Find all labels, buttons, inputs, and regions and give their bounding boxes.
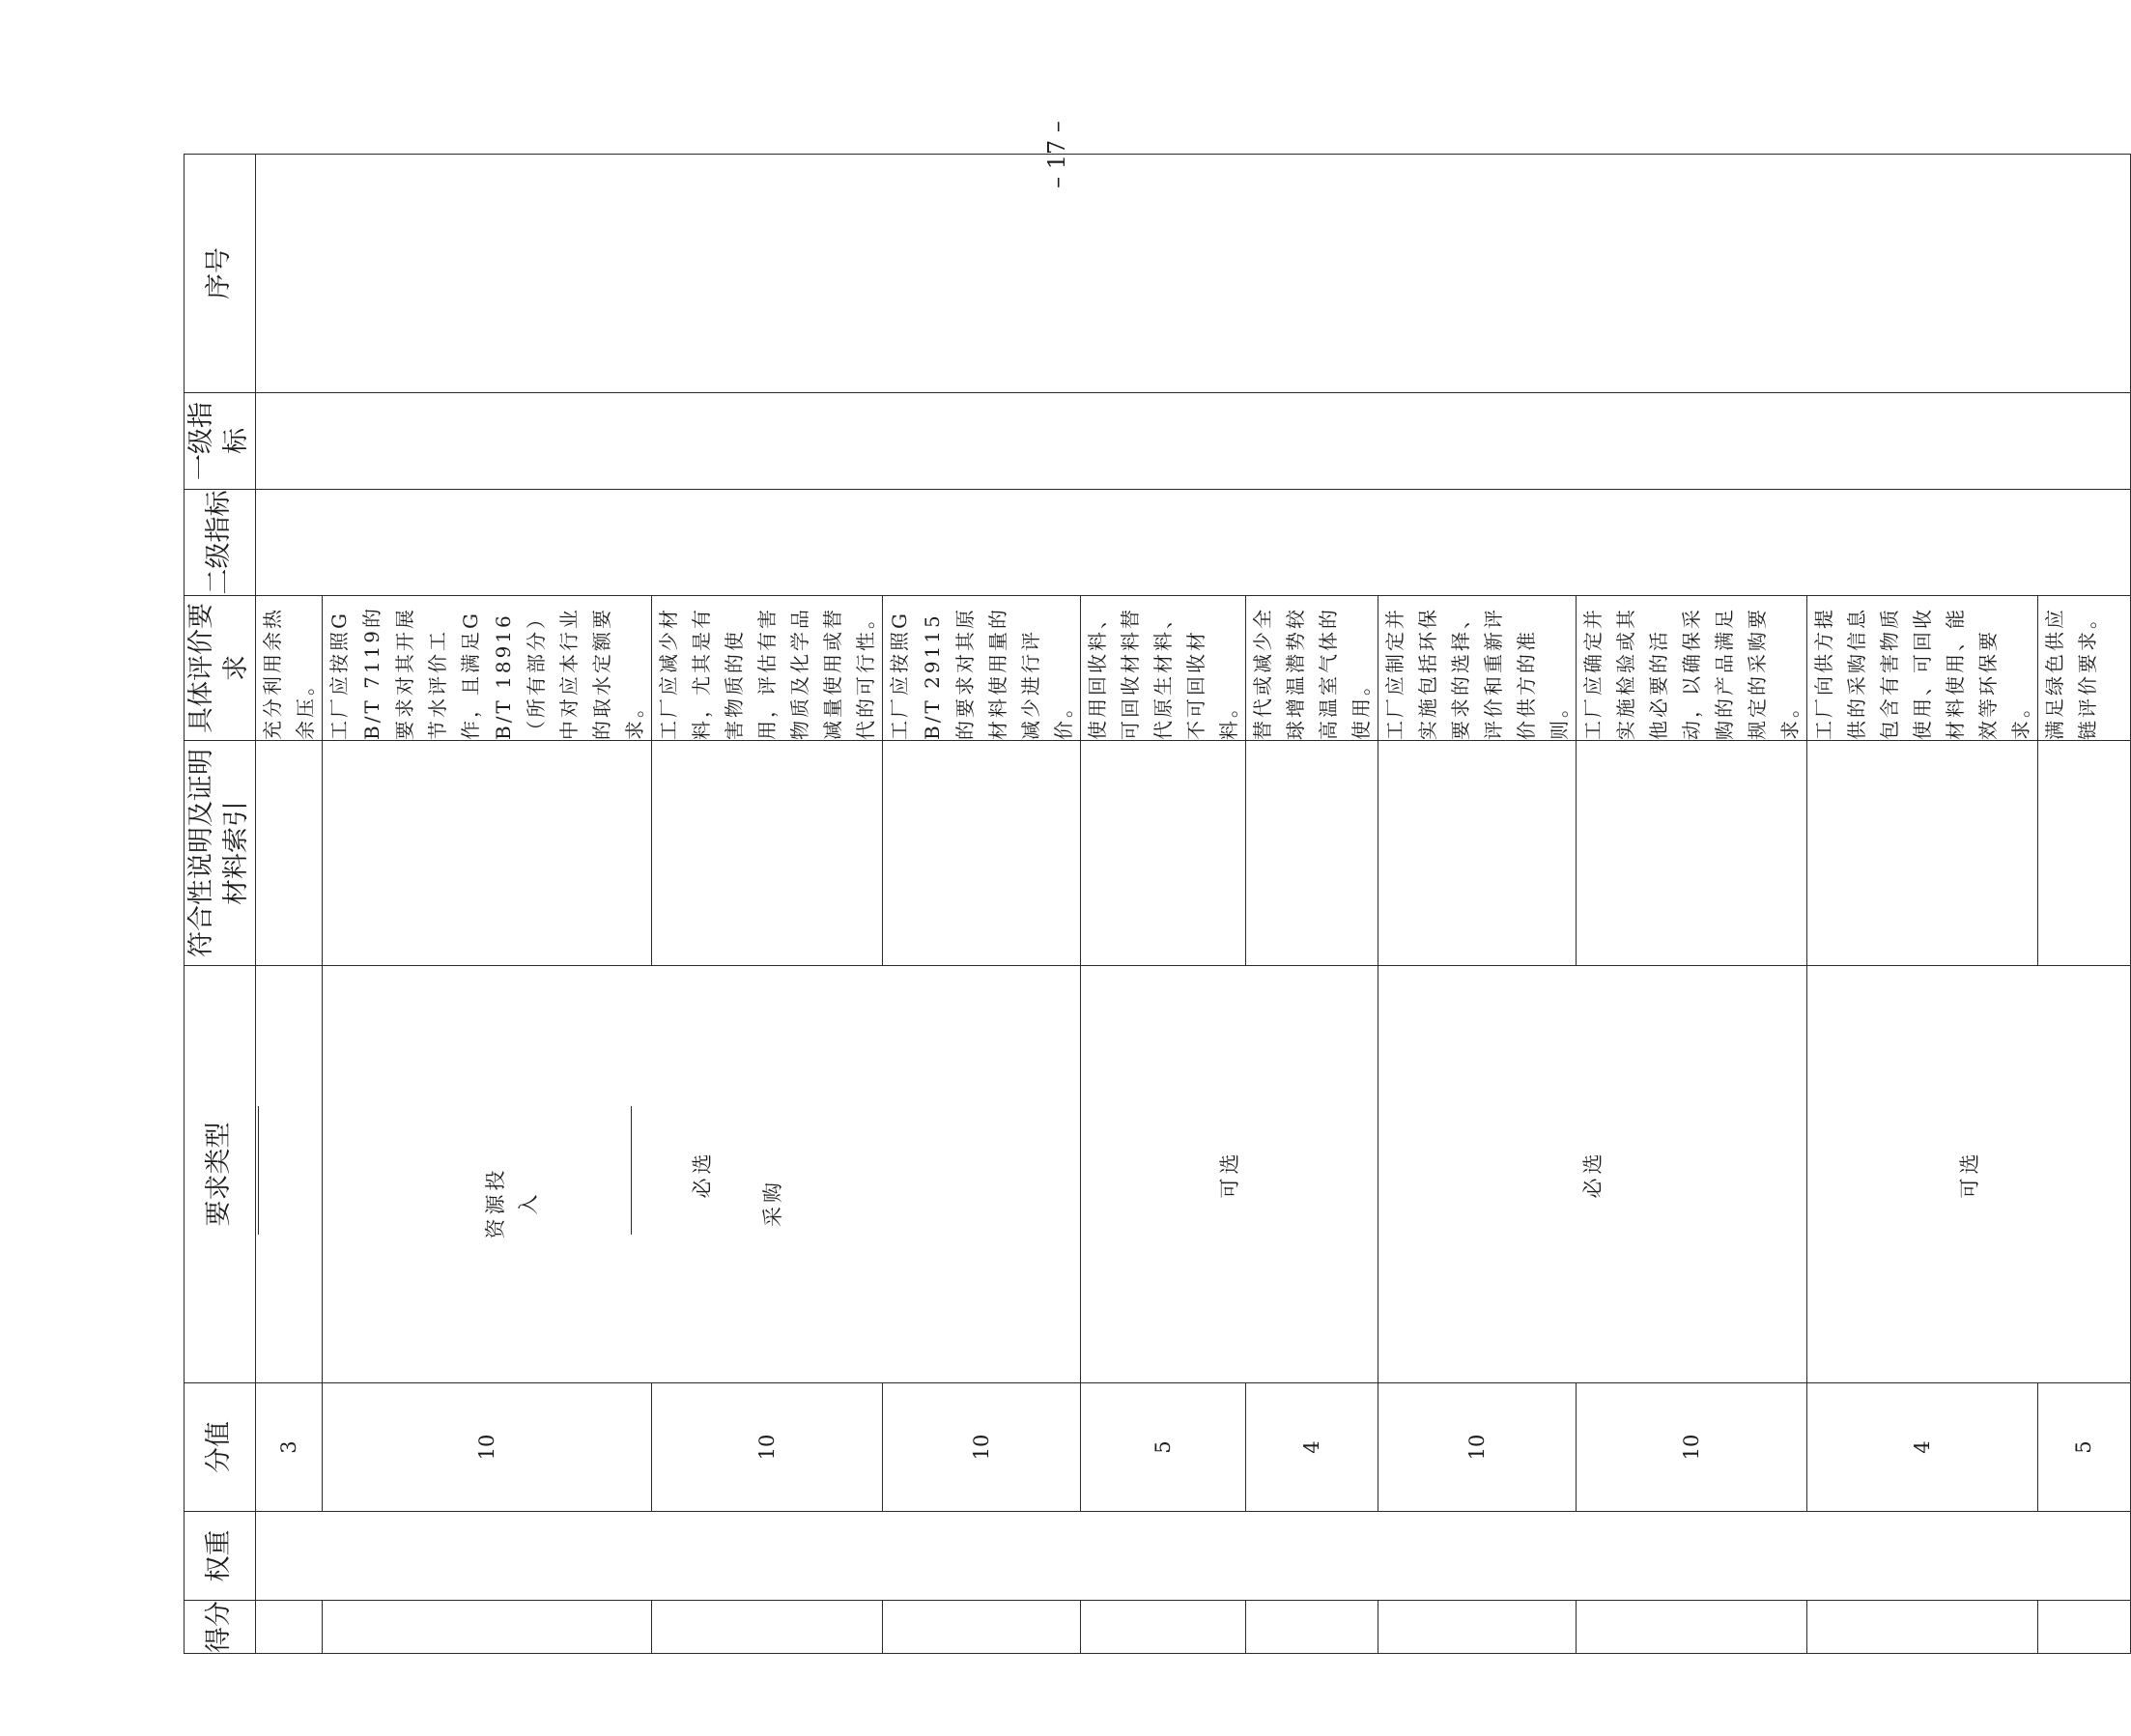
requirement-type-cell: 可选	[1806, 966, 2130, 1383]
evidence-cell	[1806, 741, 2037, 966]
points-cell: 10	[322, 1383, 651, 1512]
requirement-text: 工厂向供方提供的采购信息包含有害物质使用、可回收材料使用、能效等环保要求。	[1806, 596, 2037, 741]
evidence-cell	[651, 741, 882, 966]
points-cell: 10	[1378, 1383, 1576, 1512]
evidence-cell	[882, 741, 1080, 966]
evidence-cell	[322, 741, 651, 966]
score-cell	[1378, 1601, 1576, 1654]
header-requirement-type: 要求类型	[185, 966, 256, 1383]
header-level1: 一级指标	[185, 393, 256, 490]
score-cell	[1080, 1601, 1245, 1654]
requirement-text: 满足绿色供应链评价要求。	[2037, 596, 2130, 741]
header-seq: 序号	[185, 155, 256, 393]
requirement-text: 替代或减少全球增温潜势较高温室气体的使用。	[1245, 596, 1378, 741]
requirement-text: 充分利用余热余压。	[255, 596, 322, 741]
level1-cell	[255, 393, 2130, 490]
section-label-text: 采购	[761, 1179, 784, 1227]
divider-line	[258, 1106, 259, 1235]
section-label-text: 资源投入	[484, 1166, 540, 1239]
evidence-cell	[1576, 741, 1806, 966]
requirement-text: 工厂应确定并实施检验或其他必要的活动，以确保采购的产品满足规定的采购要求。	[1576, 596, 1806, 741]
evaluation-table	[184, 154, 2131, 1654]
points-cell: 5	[2037, 1383, 2130, 1512]
divider-line	[631, 1106, 632, 1235]
evidence-cell	[2037, 741, 2130, 966]
requirement-type-cell: 必选	[1378, 966, 1806, 1383]
score-cell	[1576, 1601, 1806, 1654]
points-cell: 4	[1806, 1383, 2037, 1512]
points-cell: 3	[255, 1383, 322, 1512]
header-points: 分值	[185, 1383, 256, 1512]
rotated-table-container	[184, 155, 2099, 1654]
score-cell	[1806, 1601, 2037, 1654]
requirement-type-cell: 必选	[322, 966, 1080, 1383]
requirement-text: 使用回收料、可回收材料替代原生材料、不可回收材料。	[1080, 596, 1245, 741]
score-cell	[2037, 1601, 2130, 1654]
seq-cell	[255, 155, 2130, 393]
points-cell: 4	[1245, 1383, 1378, 1512]
header-requirement: 具体评价要求	[185, 596, 256, 741]
evidence-cell	[255, 741, 322, 966]
evidence-cell	[1080, 741, 1245, 966]
level2-cell	[255, 490, 2130, 596]
evidence-cell	[1378, 741, 1576, 966]
header-level2: 二级指标	[185, 490, 256, 596]
score-cell	[651, 1601, 882, 1654]
score-cell	[882, 1601, 1080, 1654]
section-label-resource-input	[469, 1159, 555, 1246]
page-number: – 17 –	[1043, 121, 1070, 188]
score-cell	[322, 1601, 651, 1654]
header-score: 得分	[185, 1601, 256, 1654]
section-label-procurement	[729, 1159, 816, 1246]
requirement-type-cell: 可选	[1080, 966, 1378, 1383]
header-evidence: 符合性说明及证明材料索引	[185, 741, 256, 966]
table-row	[255, 155, 322, 1654]
requirement-text: 工厂应制定并实施包括环保要求的选择、评价和重新评价供方的准则。	[1378, 596, 1576, 741]
header-weight: 权重	[185, 1512, 256, 1601]
points-cell: 10	[651, 1383, 882, 1512]
evidence-cell	[1245, 741, 1378, 966]
requirement-text: 工厂应按照GB/T 29115的要求对其原材料使用量的减少进行评价。	[882, 596, 1080, 741]
weight-cell	[255, 1512, 2130, 1601]
requirement-type-cell	[255, 966, 322, 1383]
points-cell: 10	[882, 1383, 1080, 1512]
requirement-text: 工厂应按照GB/T 7119的要求对其开展节水评价工作，且满足GB/T 18916（所有部分）中对应本行业的取水定额要求。	[322, 596, 651, 741]
points-cell: 10	[1576, 1383, 1806, 1512]
points-cell: 5	[1080, 1383, 1245, 1512]
score-cell	[1245, 1601, 1378, 1654]
score-cell	[255, 1601, 322, 1654]
requirement-text: 工厂应减少材料，尤其是有害物质的使用，评估有害物质及化学品减量使用或替代的可行性。	[651, 596, 882, 741]
header-row	[185, 155, 256, 1654]
